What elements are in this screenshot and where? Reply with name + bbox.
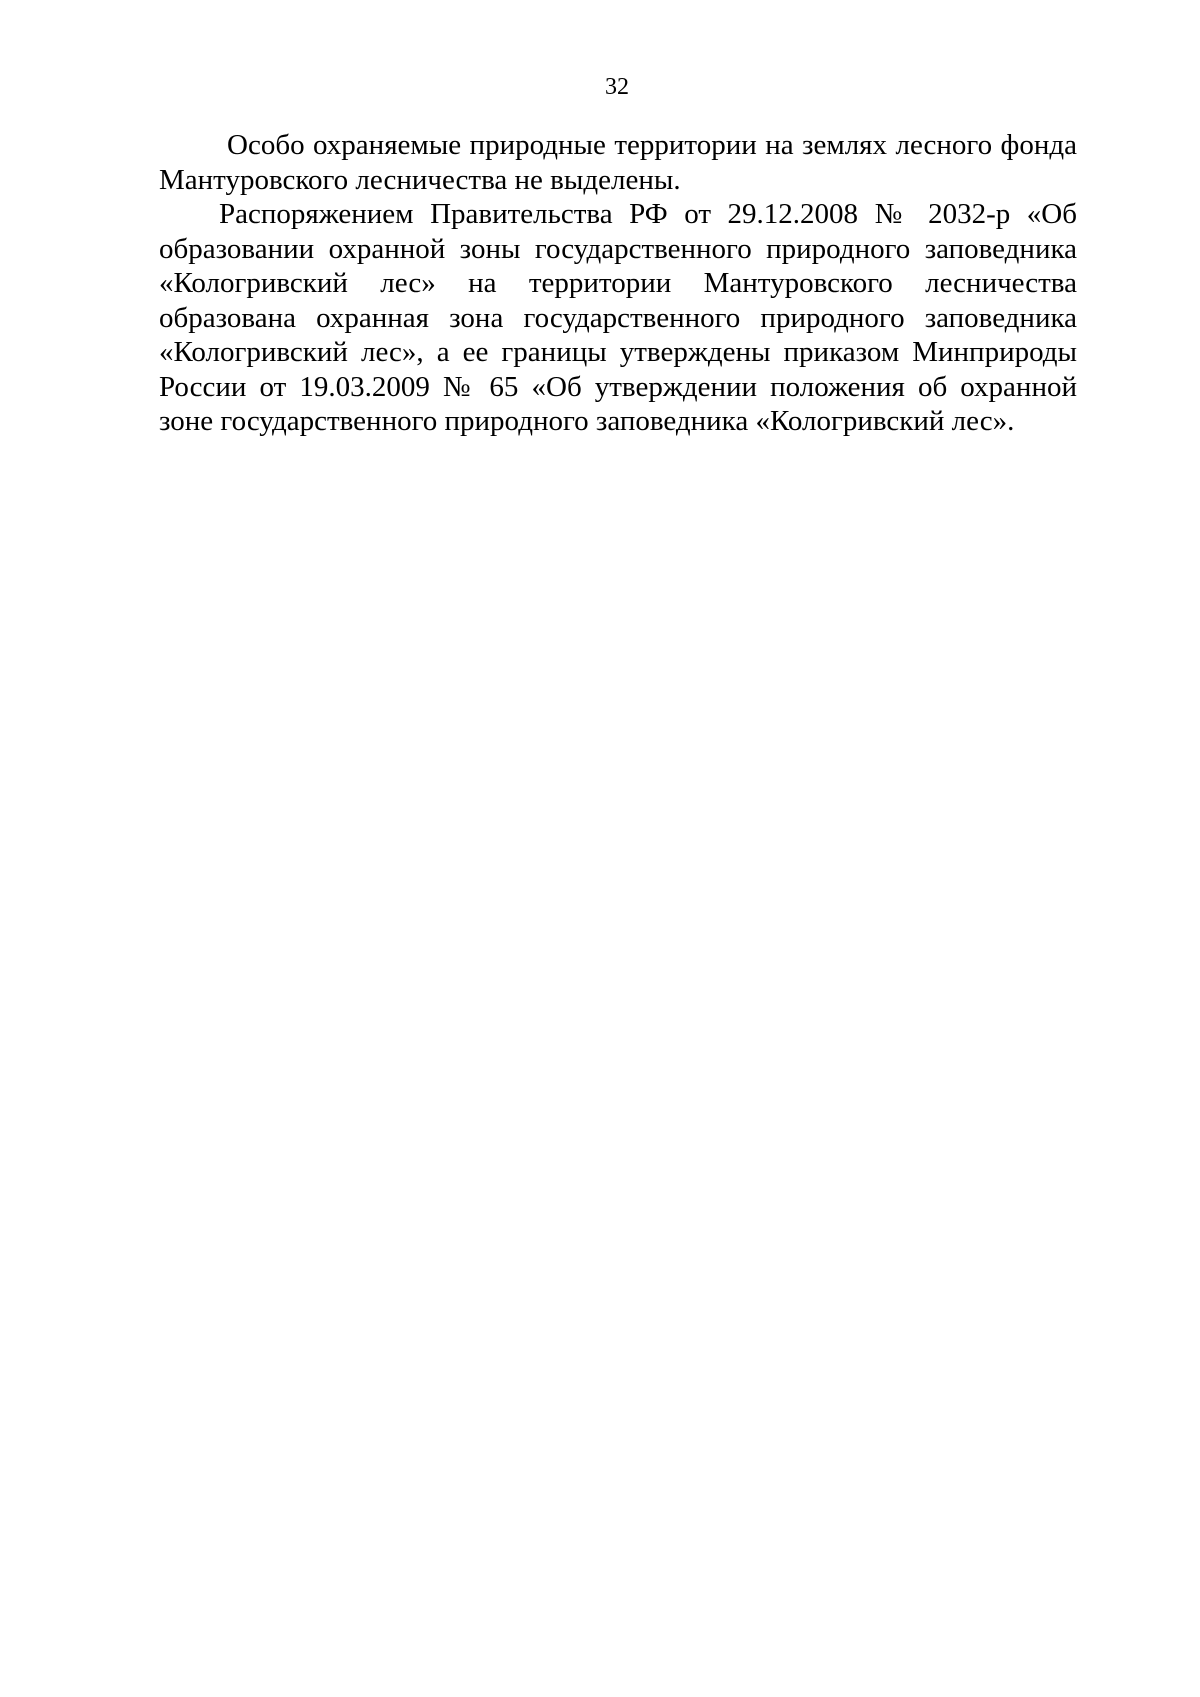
- document-body: [159, 128, 1077, 439]
- page-number: 32: [605, 74, 629, 100]
- paragraph-protected-territories: Особо охраняемые природные территории на землях лесного фонда Мантуровского лесничества не выделены.: [159, 129, 1077, 196]
- paragraph-protection-zone-order: Распоряжением Правительства РФ от 29.12.2008 № 2032-р «Об образовании охранной зоны государственного природного заповедника «Кологривский лес» на территории Мантуровского лесничества образована охранная зона государственного природного заповедника «Кологривский лес», а ее границы утверждены приказом Минприроды России от 19.03.2009 № 65 «Об утверждении положения об охранной зоне государственного природного заповедника «Кологривский лес».: [159, 198, 1077, 437]
